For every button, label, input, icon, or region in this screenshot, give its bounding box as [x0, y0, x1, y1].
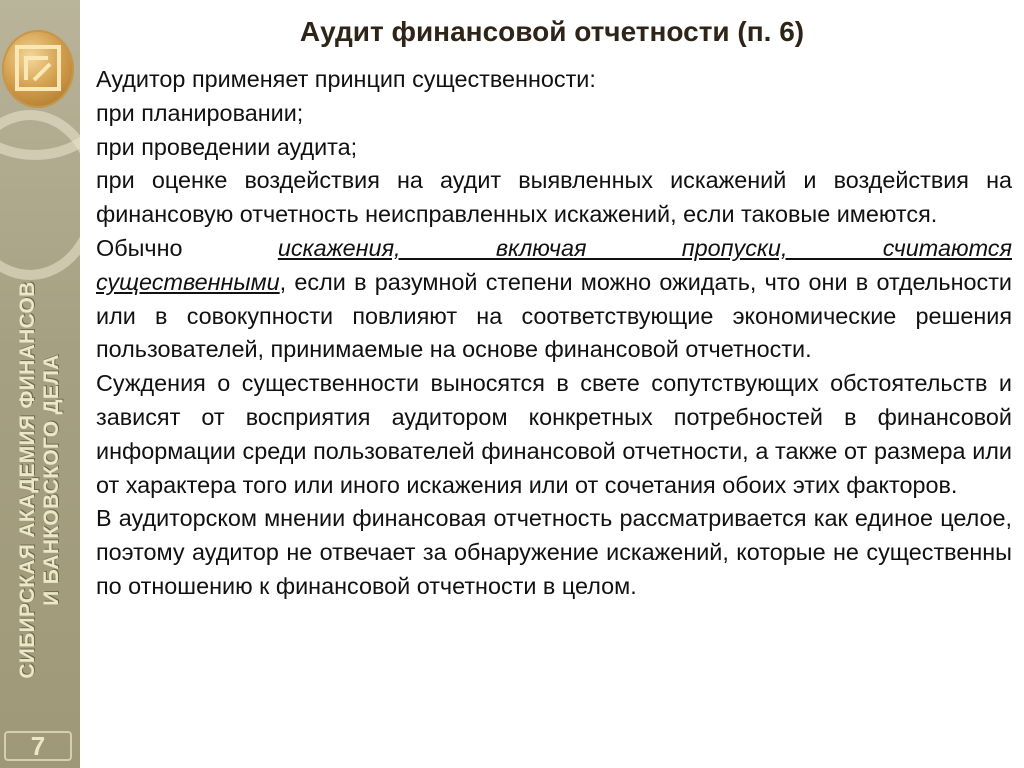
sidebar	[0, 0, 80, 768]
list-item-conducting: при проведении аудита;	[96, 133, 358, 160]
organization-name	[16, 281, 64, 678]
slide-title: Аудит финансовой отчетности (п. 6)	[299, 16, 805, 47]
paragraph-principle-intro: Аудитор применяет принцип существенности:	[96, 66, 596, 92]
paragraph-auditor-opinion: В аудиторском мнении финансовая отчетность рассматривается как единое целое, поэтому аудитор не отвечает за обнаружение искажений, которые не существенны по отношению к финансовой отчетности в целом.	[96, 505, 1012, 599]
emphasis-material: существенными	[96, 268, 280, 295]
list-item-evaluation: при оценке воздействия на аудит выявленных искажений и воздействия на финансовую отчетность неисправленных искажений, если таковые имеются.	[96, 167, 1012, 228]
list-item-planning: при планировании;	[96, 99, 304, 126]
organization-name-line1: СИБИРСКАЯ АКАДЕМИЯ ФИНАНСОВ	[16, 281, 39, 679]
organization-name-line2: И БАНКОВСКОГО ДЕЛА	[40, 354, 63, 606]
paragraph-materiality-line1	[96, 232, 1012, 266]
paragraph-materiality-rest: , если в разумной степени можно ожидать, что они в отдельности или в совокупности повлияют на соответствующие экономические решения пользователей, принимаемые на основе финансовой отчетности.	[96, 268, 1012, 363]
slide-number: 7	[4, 731, 72, 761]
paragraph-judgments: Суждения о существенности выносятся в свете сопутствующих обстоятельств и зависят от восприятия аудитором конкретных потребностей в финансовой информации среди пользователей финансовой отчетности, а также от размера или от характера того или иного искажения или от сочетания обоих этих факторов.	[96, 370, 1012, 498]
slide-content	[96, 63, 1012, 604]
academy-logo-icon	[2, 30, 74, 108]
paragraph-materiality-start: Обычно	[96, 234, 183, 261]
paragraph-materiality	[96, 266, 1012, 367]
emphasis-misstatements: искажения, включая пропуски, считаются	[277, 234, 1012, 261]
decorative-arc	[0, 110, 80, 280]
